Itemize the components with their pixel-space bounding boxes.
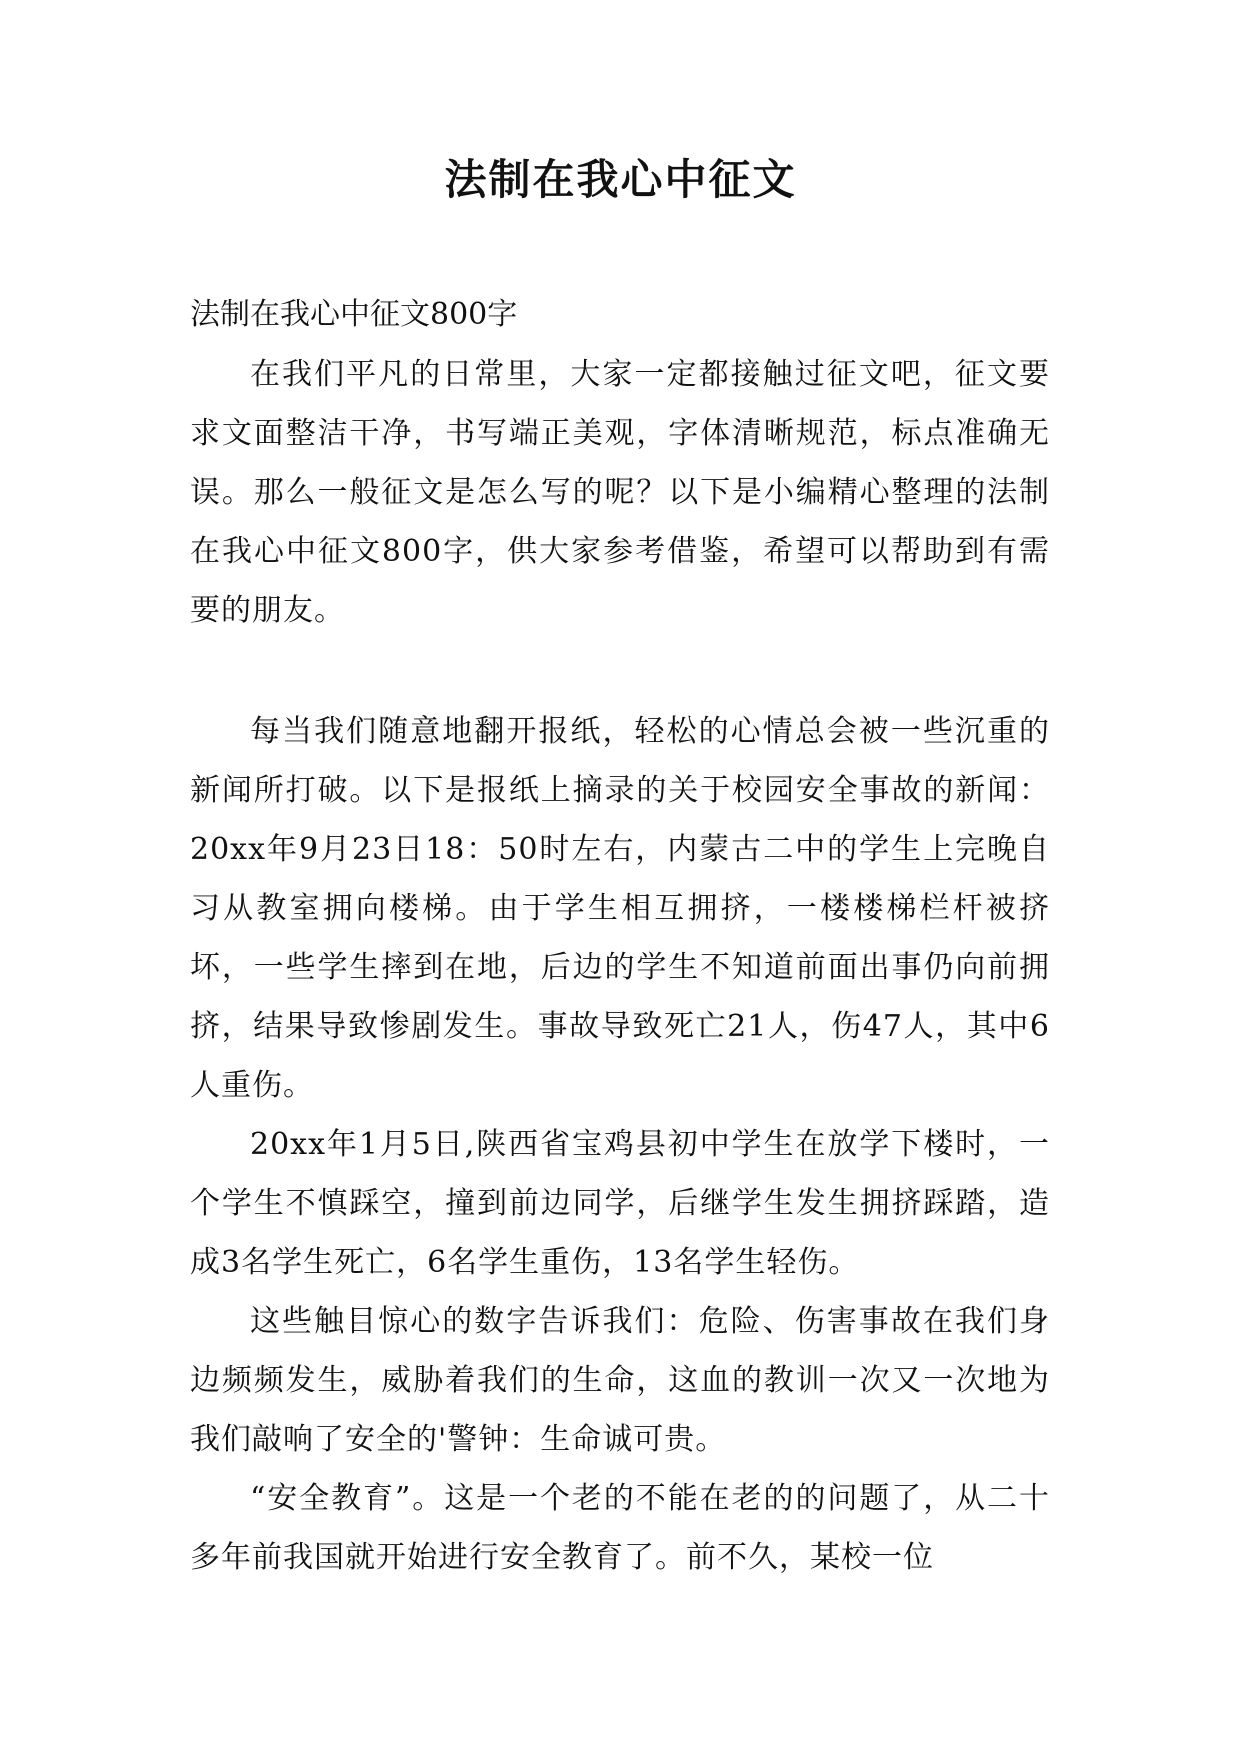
- paragraph-gap: [190, 640, 1050, 702]
- body-paragraph: 20xx年1月5日,陕西省宝鸡县初中学生在放学下楼时，一个学生不慎踩空，撞到前边同学，后继学生发生拥挤踩踏，造成3名学生死亡，6名学生重伤，13名学生轻伤。: [190, 1127, 1050, 1280]
- body-paragraph: 这些触目惊心的数字告诉我们：危险、伤害事故在我们身边频频发生，威胁着我们的生命，这血的教训一次又一次地为我们敲响了安全的'警钟：生命诚可贵。: [190, 1304, 1050, 1457]
- body-paragraph: “安全教育”。这是一个老的不能在老的的问题了，从二十多年前我国就开始进行安全教育了。前不久，某校一位: [190, 1481, 1050, 1575]
- intro-paragraph: 在我们平凡的日常里，大家一定都接触过征文吧，征文要求文面整洁干净，书写端正美观，字体清晰规范，标点准确无误。那么一般征文是怎么写的呢？以下是小编精心整理的法制在我心中征文800字，供大家参考借鉴，希望可以帮助到有需要的朋友。: [190, 357, 1050, 628]
- document-body: [190, 285, 1050, 1587]
- body-paragraph: 每当我们随意地翻开报纸，轻松的心情总会被一些沉重的新闻所打破。以下是报纸上摘录的关于校园安全事故的新闻：20xx年9月23日18：50时左右，内蒙古二中的学生上完晚自习从教室拥向楼梯。由于学生相互拥挤，一楼楼梯栏杆被挤坏，一些学生摔到在地，后边的学生不知道前面出事仍向前拥挤，结果导致惨剧发生。事故导致死亡21人，伤47人，其中6人重伤。: [190, 714, 1050, 1103]
- document-title: 法制在我心中征文: [444, 155, 797, 204]
- document-subtitle: 法制在我心中征文800字: [190, 297, 518, 332]
